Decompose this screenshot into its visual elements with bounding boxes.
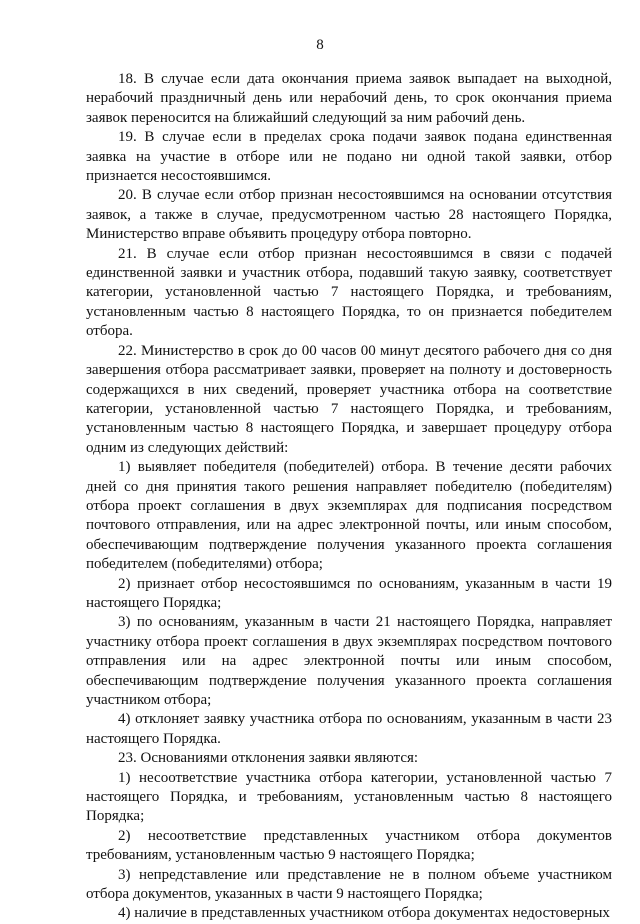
- paragraph-23: 23. Основаниями отклонения заявки являются:: [118, 750, 419, 767]
- paragraph-22-item-4: 4) отклоняет заявку участника отбора по основаниям, указанным в части 23 настоящего Порядка.: [86, 711, 612, 747]
- paragraph-22-item-1: 1) выявляет победителя (победителей) отбора. В течение десяти рабочих дней со дня принятия такого решения направляет победителю (победителям) отбора проект соглашения в двух экземплярах для подписания посредством почтового отправления, или на адрес электронной почты, или иным способом, обеспечивающим подтверждение получения указанного проекта соглашения победителем (победителями) отбора;: [86, 459, 612, 573]
- paragraph-18: 18. В случае если дата окончания приема заявок выпадает на выходной, нерабочий праздничный день или нерабочий день, то срок окончания приема заявок переносится на ближайший следующий за ним рабочий день.: [86, 71, 612, 126]
- paragraph-23-item-3: 3) непредставление или представление не в полном объеме участником отбора документов, указанных в части 9 настоящего Порядка;: [86, 866, 612, 903]
- paragraph-20: 20. В случае если отбор признан несостоявшимся на основании отсутствия заявок, а также в случае, предусмотренном частью 28 настоящего Порядка, Министерство вправе объявить процедуру отбора повторно.: [86, 187, 612, 243]
- paragraph-22-item-2: 2) признает отбор несостоявшимся по основаниям, указанным в части 19 настоящего Порядка;: [86, 575, 612, 611]
- paragraph-21: 21. В случае если отбор признан несостоявшимся в связи с подачей единственной заявки и участник отбора, подавший такую заявку, соответствует категории, установленной частью 7 настоящего Порядка, и требованиям, установленным частью 8 настоящего Порядка, то он признается победителем отбора.: [86, 245, 612, 340]
- paragraph-23-item-1: 1) несоответствие участника отбора категории, установленной частью 7 настоящего Порядка, и требованиям, установленным частью 8 настоящего Порядка;: [86, 769, 612, 825]
- document-body: [86, 70, 612, 924]
- page-number: 8: [316, 37, 324, 53]
- paragraph-23-item-4: 4) наличие в представленных участником отбора документах недостоверных: [118, 905, 610, 922]
- paragraph-22: 22. Министерство в срок до 00 часов 00 минут десятого рабочего дня со дня завершения отбора рассматривает заявки, проверяет на полноту и достоверность содержащихся в них сведений, проверяет участника отбора на соответствие категории, установленной частью 7 настоящего Порядка, и требованиям, установленным частью 8 настоящего Порядка, и завершает процедуру отбора одним из следующих действий:: [86, 342, 612, 456]
- paragraph-19: 19. В случае если в пределах срока подачи заявок подана единственная заявка на участие в отборе или не подано ни одной такой заявки, отбор признается несостоявшимся.: [86, 129, 612, 185]
- paragraph-23-item-2: 2) несоответствие представленных участником отбора документов требованиям, установленным частью 9 настоящего Порядка;: [86, 827, 612, 864]
- paragraph-22-item-3: 3) по основаниям, указанным в части 21 настоящего Порядка, направляет участнику отбора проект соглашения в двух экземплярах посредством почтового отправления или на адрес электронной почты или иным способом, обеспечивающим подтверждение получения указанного проекта соглашения участником отбора;: [86, 614, 612, 708]
